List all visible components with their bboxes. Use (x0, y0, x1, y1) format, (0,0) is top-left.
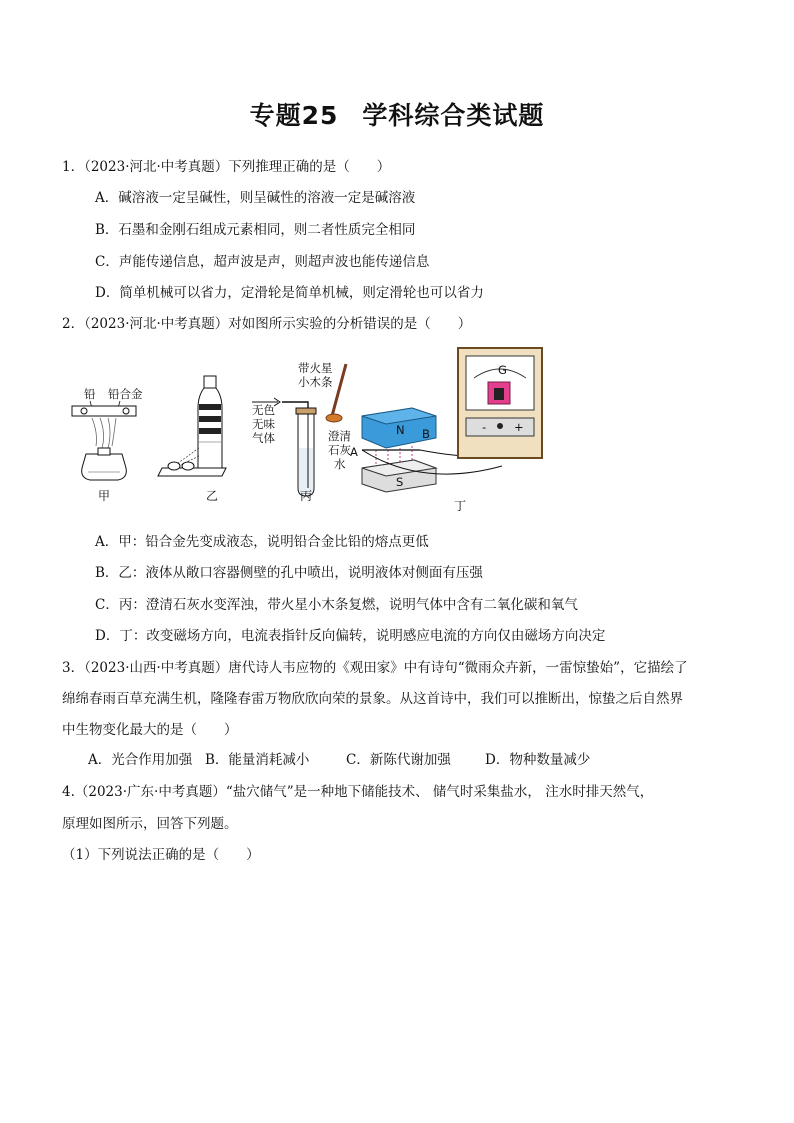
experiment-jia (72, 387, 143, 503)
question-3-line-2: 绵绵春雨百草充满生机，隆隆春雷万物欣欣向荣的景象。从这首诗中，我们可以推断出，惊蛰之后自然界 (62, 691, 683, 707)
question-2-figure (62, 338, 562, 518)
question-2-stem: 2．（2023·河北·中考真题）对如图所示实验的分析错误的是（ ） (62, 316, 472, 332)
question-1-option-d: D．简单机械可以省力，定滑轮是简单机械，则定滑轮也可以省力 (95, 285, 484, 301)
ding-label-plus: + (514, 420, 524, 434)
question-2-option-d: D．丁：改变磁场方向，电流表指针反向偏转，说明感应电流的方向仅由磁场方向决定 (95, 628, 606, 644)
jia-caption: 甲 (98, 489, 111, 503)
experiment-bing (252, 361, 351, 503)
bing-label-8: 水 (334, 457, 346, 471)
title-topic-name: 学科综合类试题 (362, 101, 545, 130)
ding-label-n: N (396, 423, 405, 437)
experiment-diagram (62, 338, 562, 518)
ding-label-minus: - (482, 420, 487, 434)
ding-label-s: S (396, 475, 404, 489)
yi-caption: 乙 (206, 489, 219, 503)
experiment-ding (350, 348, 542, 513)
bing-label-6: 澄清 (328, 429, 351, 443)
question-2-option-b: B．乙：液体从敞口容器侧壁的孔中喷出，说明液体对侧面有压强 (95, 565, 483, 581)
question-1-stem: 1．（2023·河北·中考真题）下列推理正确的是（ ） (62, 159, 391, 175)
question-3-line-3: 中生物变化最大的是（ ） (62, 722, 238, 738)
jia-label-alloy: 铅合金 (108, 387, 143, 401)
bing-label-4: 无味 (252, 417, 275, 431)
question-2-option-a: A．甲：铅合金先变成液态，说明铅合金比铅的熔点更低 (95, 534, 429, 550)
question-1-option-a: A．碱溶液一定呈碱性，则呈碱性的溶液一定是碱溶液 (95, 190, 416, 206)
question-3-option-d: D．物种数量减少 (485, 752, 591, 768)
question-3-line-1: 3．（2023·山西·中考真题）唐代诗人韦应物的《观田家》中有诗句“微雨众卉新，一雷惊蛰始”，它描绘了 (62, 660, 688, 676)
ding-label-g: G (498, 363, 507, 377)
question-2-option-c: C．丙：澄清石灰水变浑浊，带火星小木条复燃，说明气体中含有二氧化碳和氧气 (95, 597, 578, 613)
question-4-line-2: 原理如图所示，回答下列题。 (62, 816, 238, 832)
question-3-option-c: C．新陈代谢加强 (346, 752, 451, 768)
question-3-option-b: B．能量消耗减小 (205, 752, 310, 768)
question-4-line-1: 4.（2023·广东·中考真题）“盐穴储气”是一种地下储能技术、 储气时采集盐水， 注水时排天然气， (62, 784, 654, 800)
title-topic-number: 专题25 (249, 101, 339, 130)
bing-label-7: 石灰 (328, 443, 351, 457)
ding-label-b: B (422, 427, 430, 441)
ding-caption: 丁 (454, 499, 467, 513)
page-title (0, 96, 794, 132)
question-3-option-a: A．光合作用加强 (88, 752, 193, 768)
experiment-yi (158, 376, 226, 503)
question-4-subquestion-1: （1）下列说法正确的是（ ） (62, 847, 260, 863)
question-1-option-b: B．石墨和金刚石组成元素相同，则二者性质完全相同 (95, 222, 416, 238)
bing-caption: 丙 (300, 489, 313, 503)
bing-label-5: 气体 (252, 431, 275, 445)
ding-label-a: A (350, 445, 358, 459)
bing-label-2: 小木条 (298, 375, 333, 389)
jia-label-lead: 铅 (84, 387, 96, 401)
bing-label-1: 带火星 (298, 361, 333, 375)
question-1-option-c: C．声能传递信息，超声波是声，则超声波也能传递信息 (95, 254, 430, 270)
bing-label-3: 无色 (252, 403, 275, 417)
